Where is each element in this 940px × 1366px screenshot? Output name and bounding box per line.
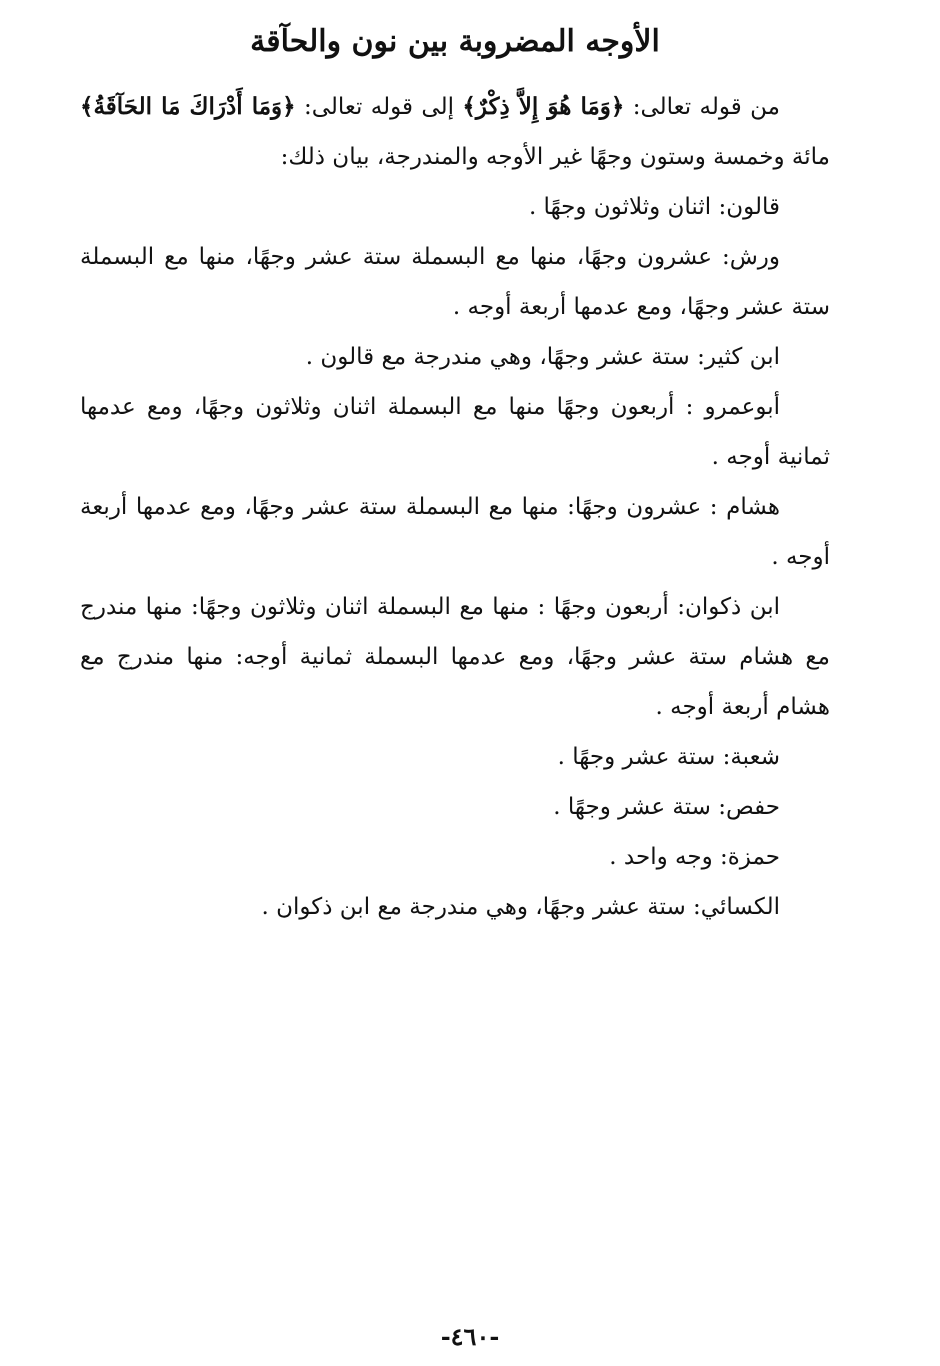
entry-ibn-kathir: ابن كثير: ستة عشر وجهًا، وهي مندرجة مع قالون . bbox=[305, 344, 780, 370]
quran-quote-2: ﴿وَمَا أَدْرَاكَ مَا الحَآقَةُ﴾ bbox=[80, 93, 296, 120]
entry-abu-amr: أبوعمرو : أربعون وجهًا منها مع البسملة اثنان وثلاثون وجهًا، ومع عدمها ثمانية أوجه . bbox=[80, 394, 830, 470]
page-number: -٤٦٠- bbox=[440, 1322, 500, 1351]
page-content bbox=[80, 20, 830, 932]
entry-shuba: شعبة: ستة عشر وجهًا . bbox=[557, 744, 780, 770]
entry-hisham: هشام : عشرون وجهًا: منها مع البسملة ستة عشر وجهًا، ومع عدمها أربعة أوجه . bbox=[80, 494, 830, 570]
page-title: الأوجه المضروبة بين نون والحآقة bbox=[250, 24, 660, 59]
entry-hafs: حفص: ستة عشر وجهًا . bbox=[553, 794, 780, 820]
intro-text-2: إلى قوله تعالى: bbox=[295, 94, 463, 120]
entry-kisai: الكسائي: ستة عشر وجهًا، وهي مندرجة مع ابن ذكوان . bbox=[261, 894, 780, 920]
entry-ibn-dhakwan: ابن ذكوان: أربعون وجهًا : منها مع البسملة اثنان وثلاثون وجهًا: منها مندرج مع هشام ستة عشر وجهًا، ومع عدمها البسملة ثمانية أوجه: منها مندرج مع هشام أربعة أوجه . bbox=[80, 594, 830, 720]
entry-qalun: قالون: اثنان وثلاثون وجهًا . bbox=[528, 194, 780, 220]
entry-warsh: ورش: عشرون وجهًا، منها مع البسملة ستة عشر وجهًا، منها مع البسملة ستة عشر وجهًا، ومع عدمها أربعة أوجه . bbox=[80, 244, 830, 320]
intro-text-3: مائة وخمسة وستون وجهًا غير الأوجه والمندرجة، بيان ذلك: bbox=[280, 144, 830, 170]
intro-text-1: من قوله تعالى: bbox=[624, 94, 780, 120]
entry-hamza: حمزة: وجه واحد . bbox=[609, 844, 780, 870]
intro-paragraph bbox=[80, 82, 830, 182]
quran-quote-1: ﴿وَمَا هُوَ إِلاَّ ذِكْرٌ﴾ bbox=[462, 93, 625, 120]
